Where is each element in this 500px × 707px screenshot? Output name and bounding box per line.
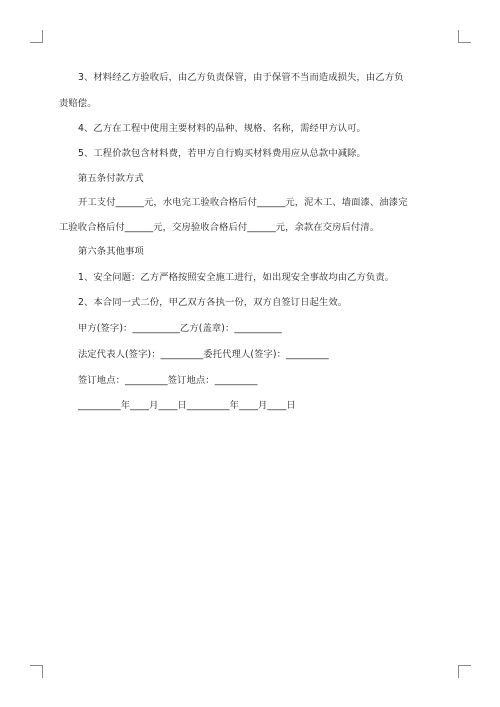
crop-mark-top-right <box>458 30 471 43</box>
crop-mark-bottom-left <box>30 665 43 678</box>
clause-5: 5、工程价款包含材料费，若甲方自行购买材料费用应从总款中减除。 <box>78 148 366 159</box>
clause-3-line-1: 3、材料经乙方验收后，由乙方负责保管，由于保管不当而造成损失，由乙方负 <box>78 72 404 83</box>
other-matters-1: 1、安全问题：乙方严格按照安全施工进行，如出现安全事故均由乙方负责。 <box>78 272 395 283</box>
payment-line-1: 开工支付______元，水电完工验收合格后付______元，泥木工、墙面漆、油漆完 <box>78 197 408 208</box>
representative-signature-line: 法定代表人(签字)：_________委托代理人(签字)：_________ <box>78 349 329 360</box>
signing-date-line: _________年____月____日_________年____月____日 <box>78 400 296 411</box>
payment-line-2: 工验收合格后付______元，交房验收合格后付______元，余款在交房后付清。 <box>59 222 380 233</box>
other-matters-2: 2、本合同一式二份，甲乙双方各执一份，双方自签订日起生效。 <box>78 297 348 308</box>
clause-4: 4、乙方在工程中使用主要材料的品种、规格、名称，需经甲方认可。 <box>78 123 366 134</box>
crop-mark-top-left <box>30 30 43 43</box>
article-5-heading: 第五条付款方式 <box>78 173 144 184</box>
clause-3-line-2: 责赔偿。 <box>59 98 97 109</box>
signing-location-line: 签订地点：_________签订地点：_________ <box>78 375 258 386</box>
party-signature-line: 甲方(签字)：__________乙方(盖章)：__________ <box>78 323 282 334</box>
crop-mark-bottom-right <box>458 665 471 678</box>
article-6-heading: 第六条其他事项 <box>78 246 144 257</box>
